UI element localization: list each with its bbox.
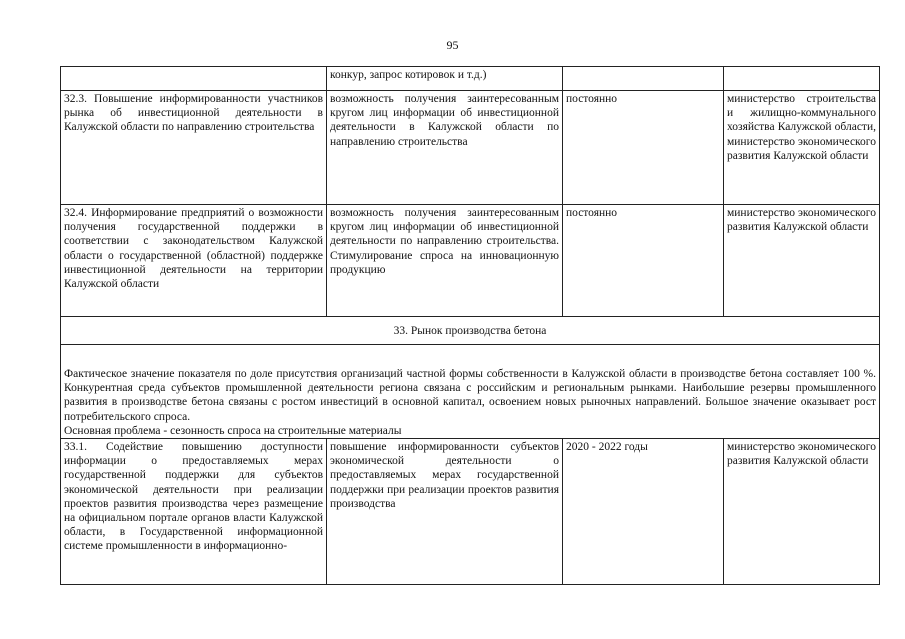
description-row	[61, 345, 880, 439]
measure-cell	[61, 67, 327, 91]
measure-cell: 32.3. Повышение информированности участников рынка об инвестиционной деятельности в Калужской области по направлению строительства	[61, 91, 327, 205]
measure-cell: 33.1. Содействие повышению доступности информации о предоставляемых мерах государственной поддержки для субъектов экономической деятельности при реализации проектов развития производства через размещение на официальном портале органов власти Калужской области, в Государственной информационной системе промышленности в информационно-	[61, 439, 327, 585]
table-row	[61, 205, 880, 317]
description-paragraph: Фактическое значение показателя по доле присутствия организаций частной формы собственности в Калужской области в производстве бетона составляет 100 %. Конкурентная среда субъектов промышленной деятельности региона связана с российским и региональным рынками. Наибольшие резервы промышленного развития в производстве бетона связаны с ростом инвестиций в основной капитал, освоением новых рыночных направлений. Большое значение оказывает рост потребительского спроса.	[64, 368, 876, 423]
responsible-cell: министерство строительства и жилищно-коммунального хозяйства Калужской области, министерство экономического развития Калужской области	[724, 91, 880, 205]
result-cell: конкур, запрос котировок и т.д.)	[327, 67, 563, 91]
result-cell: повышение информированности субъектов экономической деятельности о предоставляемых мерах государственной поддержки при реализации проектов развития производства	[327, 439, 563, 585]
responsible-cell	[724, 67, 880, 91]
section-row	[61, 317, 880, 345]
section-title: 33. Рынок производства бетона	[61, 317, 880, 345]
table-row	[61, 91, 880, 205]
table-row	[61, 439, 880, 585]
section-description	[61, 345, 880, 439]
measures-table	[60, 66, 880, 585]
result-cell: возможность получения заинтересованным кругом лиц информации об инвестиционной деятельности по направлению строительства. Стимулирование спроса на инновационную продукцию	[327, 205, 563, 317]
term-cell: постоянно	[563, 91, 724, 205]
result-cell: возможность получения заинтересованным кругом лиц информации об инвестиционной деятельности в Калужской области по направлению строительства	[327, 91, 563, 205]
responsible-cell: министерство экономического развития Калужской области	[724, 439, 880, 585]
term-cell: постоянно	[563, 205, 724, 317]
table-row	[61, 67, 880, 91]
term-cell	[563, 67, 724, 91]
description-paragraph: Основная проблема - сезонность спроса на строительные материалы	[64, 424, 402, 437]
responsible-cell: министерство экономического развития Калужской области	[724, 205, 880, 317]
term-cell: 2020 - 2022 годы	[563, 439, 724, 585]
measure-cell: 32.4. Информирование предприятий о возможности получения государственной поддержки в соответствии с законодательством Калужской области о государственной (областной) поддержке инвестиционной деятельности на территории Калужской области	[61, 205, 327, 317]
page-number: 95	[446, 38, 459, 52]
